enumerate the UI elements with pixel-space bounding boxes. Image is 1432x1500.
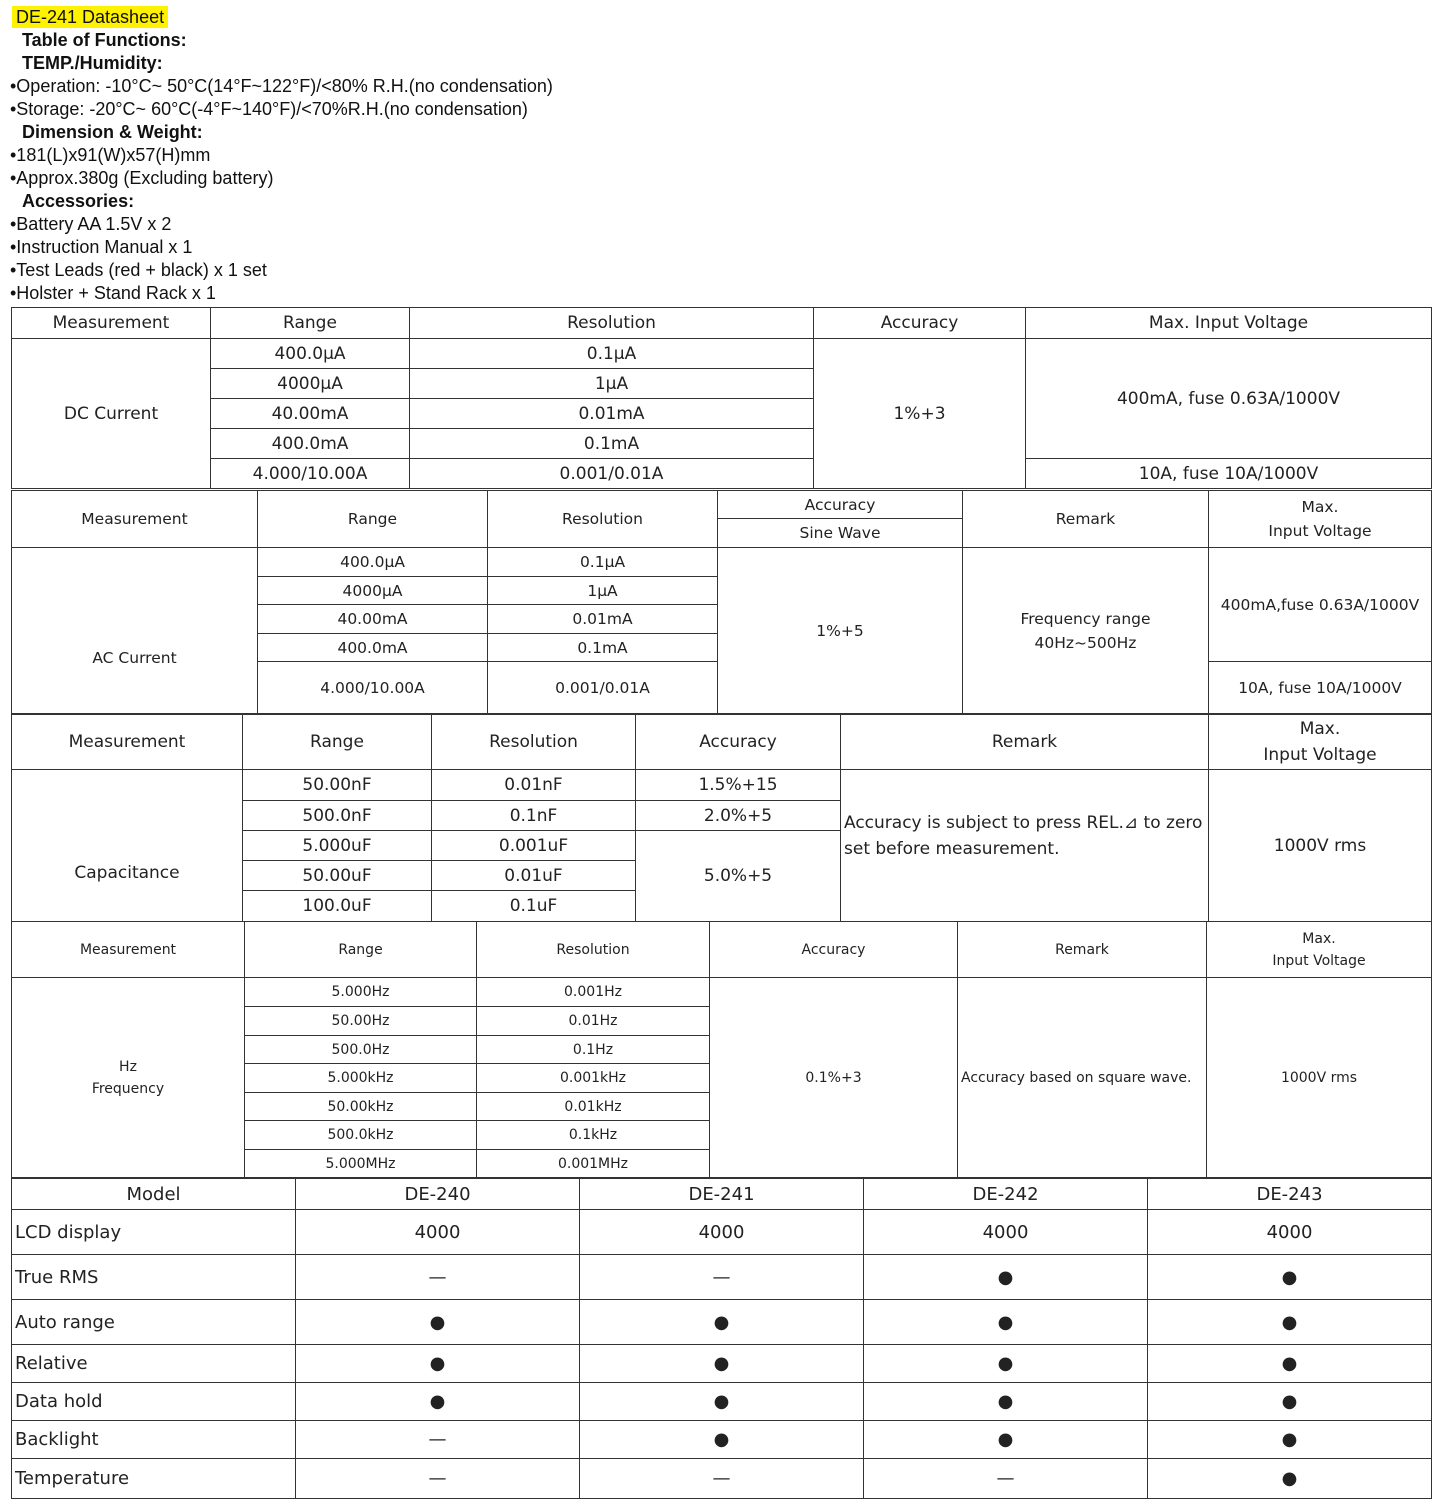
table-row bbox=[12, 1459, 1432, 1499]
header-resolution: Resolution bbox=[488, 491, 718, 548]
feature-value: 4000 bbox=[580, 1210, 864, 1255]
resolution-cell: 0.001/0.01A bbox=[410, 459, 814, 489]
table-header-row bbox=[12, 922, 1432, 978]
range-cell: 500.0Hz bbox=[245, 1036, 477, 1064]
table-row bbox=[12, 1421, 1432, 1459]
measurement-cell: DC Current bbox=[12, 339, 211, 489]
header-accuracy: Accuracy bbox=[814, 308, 1026, 339]
accessories-heading: Accessories: bbox=[22, 191, 135, 211]
accessory-item: •Test Leads (red + black) x 1 set bbox=[10, 260, 267, 280]
accessory-item: •Holster + Stand Rack x 1 bbox=[10, 283, 216, 303]
header-range: Range bbox=[245, 922, 477, 978]
feature-value: 4000 bbox=[1148, 1210, 1432, 1255]
feature-value: ● bbox=[1148, 1421, 1432, 1459]
range-cell: 400.0mA bbox=[211, 429, 410, 459]
header-max-label: Max. bbox=[1301, 498, 1339, 516]
frequency-table bbox=[11, 921, 1432, 1178]
accuracy-cell: 2.0%+5 bbox=[636, 801, 841, 831]
remark-frequency-range: Frequency range bbox=[1020, 609, 1151, 628]
header-de-242: DE-242 bbox=[864, 1179, 1148, 1210]
header-input-voltage-label: Input Voltage bbox=[1272, 952, 1366, 969]
resolution-cell: 0.1Hz bbox=[477, 1036, 710, 1064]
header-accuracy: Accuracy bbox=[710, 922, 958, 978]
header-de-240: DE-240 bbox=[296, 1179, 580, 1210]
range-cell: 400.0μA bbox=[211, 339, 410, 369]
feature-value: ● bbox=[864, 1300, 1148, 1345]
feature-label: Relative bbox=[12, 1345, 296, 1383]
header-max-label: Max. bbox=[1302, 930, 1336, 947]
feature-value: — bbox=[580, 1255, 864, 1300]
ac-current-table bbox=[11, 490, 1432, 714]
resolution-cell: 0.1uF bbox=[432, 891, 636, 922]
resolution-cell: 0.01mA bbox=[488, 605, 718, 634]
table-header-row bbox=[12, 308, 1432, 339]
header-input-voltage-label: Input Voltage bbox=[1263, 745, 1377, 765]
range-cell: 40.00mA bbox=[258, 605, 488, 634]
feature-value: ● bbox=[1148, 1300, 1432, 1345]
header-measurement: Measurement bbox=[12, 715, 243, 770]
feature-label: Temperature bbox=[12, 1459, 296, 1499]
capacitance-table bbox=[11, 714, 1432, 922]
header-max-input-voltage: Max. Input Voltage bbox=[1026, 308, 1432, 339]
measurement-cell: Capacitance bbox=[12, 770, 243, 922]
resolution-cell: 0.001uF bbox=[432, 831, 636, 861]
feature-label: Auto range bbox=[12, 1300, 296, 1345]
resolution-cell: 0.001kHz bbox=[477, 1064, 710, 1093]
feature-value: ● bbox=[864, 1255, 1148, 1300]
resolution-cell: 1μA bbox=[410, 369, 814, 399]
resolution-cell: 0.1mA bbox=[410, 429, 814, 459]
resolution-cell: 0.01Hz bbox=[477, 1007, 710, 1036]
header-resolution: Resolution bbox=[477, 922, 710, 978]
header-sine-wave: Sine Wave bbox=[718, 519, 963, 548]
measurement-cell bbox=[12, 978, 245, 1178]
table-row bbox=[12, 770, 1432, 801]
table-row bbox=[12, 1255, 1432, 1300]
accuracy-cell: 1%+3 bbox=[814, 339, 1026, 489]
header-model: Model bbox=[12, 1179, 296, 1210]
table-row bbox=[12, 1300, 1432, 1345]
table-of-functions-heading: Table of Functions: bbox=[22, 30, 187, 50]
feature-value: ● bbox=[580, 1383, 864, 1421]
resolution-cell: 0.001/0.01A bbox=[488, 662, 718, 714]
remark-frequency-values: 40Hz~500Hz bbox=[1034, 633, 1137, 652]
table-row bbox=[12, 548, 1432, 577]
dc-current-table bbox=[11, 307, 1432, 489]
range-cell: 5.000kHz bbox=[245, 1064, 477, 1093]
range-cell: 400.0μA bbox=[258, 548, 488, 577]
accuracy-cell: 1%+5 bbox=[718, 548, 963, 714]
table-row bbox=[12, 459, 1432, 489]
header-remark: Remark bbox=[841, 715, 1209, 770]
header-measurement: Measurement bbox=[12, 308, 211, 339]
accessory-item: •Battery AA 1.5V x 2 bbox=[10, 214, 172, 234]
feature-label: Backlight bbox=[12, 1421, 296, 1459]
resolution-cell: 0.01uF bbox=[432, 861, 636, 891]
header-range: Range bbox=[243, 715, 432, 770]
measurement-cell: AC Current bbox=[12, 548, 258, 714]
header-resolution: Resolution bbox=[410, 308, 814, 339]
range-cell: 4000μA bbox=[211, 369, 410, 399]
feature-value: — bbox=[296, 1421, 580, 1459]
resolution-cell: 0.1nF bbox=[432, 801, 636, 831]
header-measurement: Measurement bbox=[12, 922, 245, 978]
feature-value: ● bbox=[296, 1383, 580, 1421]
max-voltage-cell: 400mA,fuse 0.63A/1000V bbox=[1209, 548, 1432, 662]
feature-value: ● bbox=[1148, 1255, 1432, 1300]
feature-label: Data hold bbox=[12, 1383, 296, 1421]
range-cell: 5.000uF bbox=[243, 831, 432, 861]
range-cell: 4.000/10.00A bbox=[258, 662, 488, 714]
range-cell: 50.00nF bbox=[243, 770, 432, 801]
feature-value: — bbox=[864, 1459, 1148, 1499]
remark-cell bbox=[963, 548, 1209, 714]
resolution-cell: 0.1μA bbox=[488, 548, 718, 577]
dimension-spec: •181(L)x91(W)x57(H)mm bbox=[10, 145, 211, 165]
feature-value: ● bbox=[296, 1345, 580, 1383]
header-accuracy: Accuracy bbox=[636, 715, 841, 770]
resolution-cell: 1μA bbox=[488, 577, 718, 605]
table-row bbox=[12, 1383, 1432, 1421]
range-cell: 500.0nF bbox=[243, 801, 432, 831]
header-max-input-voltage bbox=[1209, 491, 1432, 548]
max-voltage-cell: 10A, fuse 10A/1000V bbox=[1209, 662, 1432, 714]
dimension-weight-heading: Dimension & Weight: bbox=[22, 122, 203, 142]
max-voltage-cell: 1000V rms bbox=[1207, 978, 1432, 1178]
accuracy-cell: 0.1%+3 bbox=[710, 978, 958, 1178]
table-header-row bbox=[12, 1179, 1432, 1210]
feature-value: 4000 bbox=[296, 1210, 580, 1255]
range-cell: 5.000Hz bbox=[245, 978, 477, 1007]
resolution-cell: 0.1kHz bbox=[477, 1121, 710, 1150]
operation-spec: •Operation: -10°C~ 50°C(14°F~122°F)/<80% R.H.(no condensation) bbox=[10, 76, 553, 96]
table-row bbox=[12, 339, 1432, 369]
resolution-cell: 0.01kHz bbox=[477, 1093, 710, 1121]
table-row bbox=[12, 1345, 1432, 1383]
header-max-input-voltage bbox=[1207, 922, 1432, 978]
resolution-cell: 0.1mA bbox=[488, 634, 718, 662]
feature-value: ● bbox=[580, 1345, 864, 1383]
resolution-cell: 0.01nF bbox=[432, 770, 636, 801]
table-header-row bbox=[12, 491, 1432, 519]
temp-humidity-heading: TEMP./Humidity: bbox=[22, 53, 163, 73]
header-range: Range bbox=[211, 308, 410, 339]
resolution-cell: 0.001Hz bbox=[477, 978, 710, 1007]
feature-value: 4000 bbox=[864, 1210, 1148, 1255]
feature-value: — bbox=[296, 1255, 580, 1300]
max-voltage-cell: 400mA, fuse 0.63A/1000V bbox=[1026, 339, 1432, 459]
feature-value: ● bbox=[1148, 1345, 1432, 1383]
range-cell: 50.00uF bbox=[243, 861, 432, 891]
range-cell: 50.00kHz bbox=[245, 1093, 477, 1121]
header-max-input-voltage bbox=[1209, 715, 1432, 770]
header-range: Range bbox=[258, 491, 488, 548]
feature-value: ● bbox=[1148, 1459, 1432, 1499]
accuracy-cell: 5.0%+5 bbox=[636, 831, 841, 922]
feature-value: ● bbox=[864, 1383, 1148, 1421]
feature-value: ● bbox=[1148, 1383, 1432, 1421]
range-cell: 40.00mA bbox=[211, 399, 410, 429]
range-cell: 100.0uF bbox=[243, 891, 432, 922]
weight-spec: •Approx.380g (Excluding battery) bbox=[10, 168, 274, 188]
model-comparison-table bbox=[11, 1178, 1432, 1499]
range-cell: 5.000MHz bbox=[245, 1150, 477, 1178]
range-cell: 4.000/10.00A bbox=[211, 459, 410, 489]
max-voltage-cell: 10A, fuse 10A/1000V bbox=[1026, 459, 1432, 489]
range-cell: 4000μA bbox=[258, 577, 488, 605]
header-input-voltage-label: Input Voltage bbox=[1268, 522, 1372, 540]
resolution-cell: 0.001MHz bbox=[477, 1150, 710, 1178]
feature-value: ● bbox=[296, 1300, 580, 1345]
accuracy-cell: 1.5%+15 bbox=[636, 770, 841, 801]
header-de-241: DE-241 bbox=[580, 1179, 864, 1210]
header-de-243: DE-243 bbox=[1148, 1179, 1432, 1210]
resolution-cell: 0.01mA bbox=[410, 399, 814, 429]
feature-label: LCD display bbox=[12, 1210, 296, 1255]
max-voltage-cell: 1000V rms bbox=[1209, 770, 1432, 922]
header-max-label: Max. bbox=[1299, 719, 1341, 739]
accessory-item: •Instruction Manual x 1 bbox=[10, 237, 193, 257]
feature-label: True RMS bbox=[12, 1255, 296, 1300]
feature-value: ● bbox=[580, 1300, 864, 1345]
table-row bbox=[12, 1210, 1432, 1255]
header-remark: Remark bbox=[963, 491, 1209, 548]
range-cell: 400.0mA bbox=[258, 634, 488, 662]
range-cell: 50.00Hz bbox=[245, 1007, 477, 1036]
measurement-hz-label: Hz bbox=[119, 1058, 137, 1075]
header-resolution: Resolution bbox=[432, 715, 636, 770]
table-header-row bbox=[12, 715, 1432, 770]
feature-value: ● bbox=[864, 1421, 1148, 1459]
remark-cell: Accuracy based on square wave. bbox=[958, 978, 1207, 1178]
table-row bbox=[12, 978, 1432, 1007]
header-accuracy: Accuracy bbox=[718, 491, 963, 519]
feature-value: — bbox=[580, 1459, 864, 1499]
range-cell: 500.0kHz bbox=[245, 1121, 477, 1150]
remark-cell: Accuracy is subject to press REL.⊿ to zero set before measurement. bbox=[841, 770, 1209, 922]
feature-value: — bbox=[296, 1459, 580, 1499]
datasheet-title: DE-241 Datasheet bbox=[12, 6, 168, 28]
feature-value: ● bbox=[580, 1421, 864, 1459]
header-remark: Remark bbox=[958, 922, 1207, 978]
header-measurement: Measurement bbox=[12, 491, 258, 548]
resolution-cell: 0.1μA bbox=[410, 339, 814, 369]
feature-value: ● bbox=[864, 1345, 1148, 1383]
measurement-frequency-label: Frequency bbox=[91, 1080, 165, 1097]
storage-spec: •Storage: -20°C~ 60°C(-4°F~140°F)/<70%R.H.(no condensation) bbox=[10, 99, 528, 119]
